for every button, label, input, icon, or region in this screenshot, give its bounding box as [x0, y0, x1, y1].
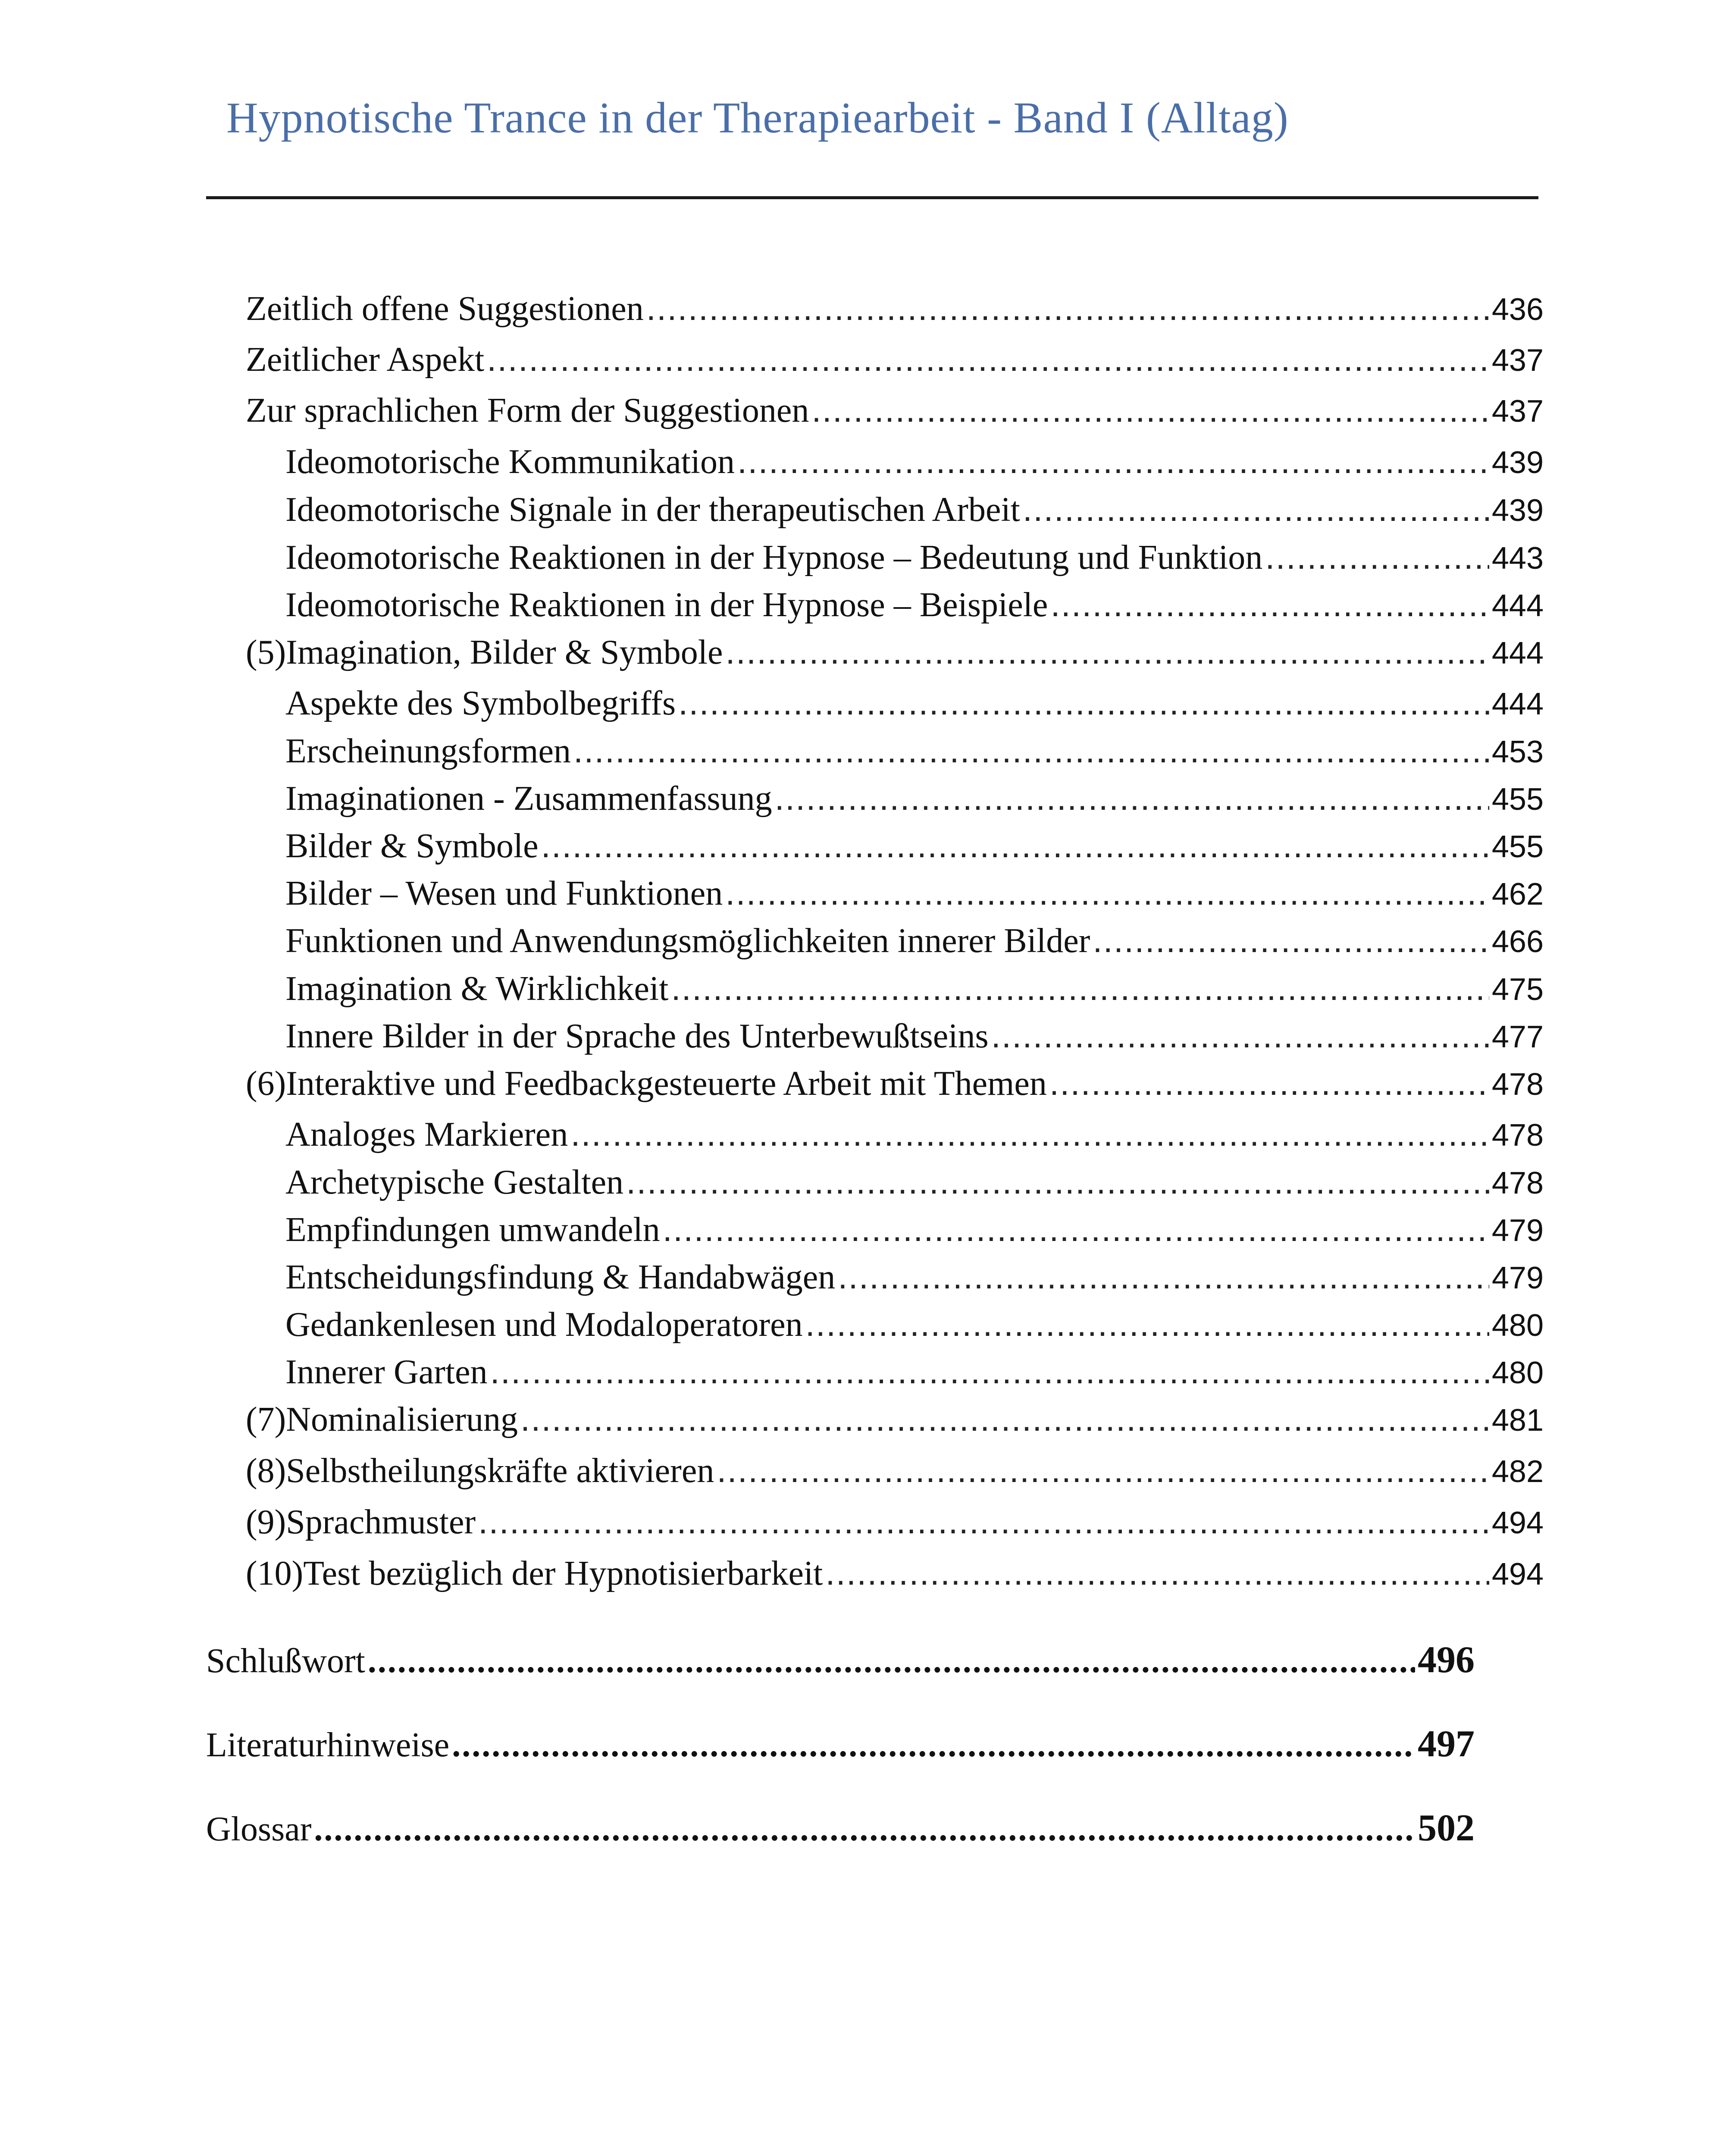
toc-entry-label: Aspekte des Symbolbegriffs — [285, 684, 676, 722]
dot-leader — [570, 1112, 1489, 1156]
dot-leader — [805, 1303, 1489, 1346]
toc-entry-page: 482 — [1491, 1454, 1544, 1489]
dot-leader — [717, 1449, 1489, 1492]
running-header-title: Hypnotische Trance in der Therapiearbeit - Band I (Alltag) — [226, 94, 1289, 142]
toc-chapter[interactable] — [206, 1805, 1475, 1852]
dot-leader — [314, 1805, 1415, 1853]
toc-entry-page: 478 — [1491, 1166, 1544, 1200]
toc-entry-page: 439 — [1491, 445, 1544, 480]
toc-entry-page: 437 — [1491, 343, 1544, 378]
toc-entry-page: 481 — [1491, 1403, 1544, 1438]
toc-entry-label: Archetypische Gestalten — [285, 1163, 624, 1201]
toc-entry[interactable] — [285, 824, 1544, 867]
dot-leader — [775, 777, 1489, 820]
dot-leader — [541, 824, 1489, 867]
toc-entry[interactable] — [285, 919, 1544, 962]
toc-entry-page: 478 — [1491, 1067, 1544, 1102]
dot-leader — [1023, 488, 1489, 531]
toc-entry-label: Ideomotorische Signale in der therapeutischen Arbeit — [285, 491, 1020, 529]
toc-entry-label: Analoges Markieren — [285, 1116, 568, 1153]
dot-leader — [811, 389, 1489, 432]
toc-entry-number: (9) — [246, 1503, 286, 1541]
toc-entry-label: Innere Bilder in der Sprache des Unterbewußtseins — [285, 1017, 989, 1055]
toc-entry-label: Zeitlicher Aspekt — [246, 341, 485, 379]
dot-leader — [725, 630, 1489, 674]
dot-leader — [1093, 919, 1489, 962]
dot-leader — [663, 1208, 1489, 1251]
toc-entry-label: Bilder – Wesen und Funktionen — [285, 874, 723, 912]
toc-entry-label: Zur sprachlichen Form der Suggestionen — [246, 392, 809, 429]
dot-leader — [671, 967, 1489, 1010]
dot-leader — [452, 1721, 1415, 1769]
toc-entry-page: 436 — [1491, 292, 1544, 327]
header-rule — [206, 196, 1538, 199]
toc-entry-label: Gedankenlesen und Modaloperatoren — [285, 1306, 803, 1344]
dot-leader — [825, 1551, 1489, 1595]
toc-entry-label: Test bezüglich der Hypnotisierbarkeit — [303, 1554, 823, 1592]
toc-entry-page: 443 — [1491, 541, 1544, 576]
toc-entry[interactable] — [285, 1303, 1544, 1346]
toc-entry-page: 455 — [1491, 782, 1544, 817]
toc-entry[interactable] — [246, 1551, 1544, 1595]
dot-leader — [490, 1350, 1489, 1393]
toc-entry-number: (5) — [246, 633, 286, 671]
toc-entry-page: 462 — [1491, 877, 1544, 912]
toc-chapter-page: 496 — [1418, 1639, 1475, 1681]
toc-entry[interactable] — [285, 777, 1544, 820]
toc-chapter[interactable] — [206, 1636, 1475, 1684]
dot-leader — [1049, 1062, 1489, 1105]
toc-entry-page: 494 — [1491, 1506, 1544, 1540]
toc-entry-label: Selbstheilungskräfte aktivieren — [286, 1452, 714, 1490]
toc-entry-label: Nominalisierung — [286, 1401, 518, 1438]
toc-entry-number: (10) — [246, 1554, 304, 1592]
toc-entry[interactable] — [246, 1398, 1544, 1441]
toc-entry[interactable] — [285, 1208, 1544, 1251]
dot-leader — [487, 338, 1489, 381]
toc-entry-label: Empfindungen umwandeln — [285, 1211, 660, 1249]
toc-entry[interactable] — [285, 1014, 1544, 1057]
toc-entry[interactable] — [246, 1500, 1544, 1543]
dot-leader — [478, 1500, 1489, 1543]
toc-entry[interactable] — [285, 1255, 1544, 1298]
toc-entry[interactable] — [285, 1350, 1544, 1393]
toc-chapter[interactable] — [206, 1720, 1475, 1768]
toc-entry-number: (8) — [246, 1452, 286, 1490]
toc-chapter-label: Glossar — [206, 1810, 312, 1848]
toc-entry-page: 439 — [1491, 493, 1544, 528]
dot-leader — [1050, 583, 1489, 626]
toc-entry-page: 475 — [1491, 972, 1544, 1007]
dot-leader — [368, 1637, 1415, 1685]
toc-entry-page: 477 — [1491, 1020, 1544, 1054]
toc-entry-page: 455 — [1491, 830, 1544, 864]
dot-leader — [725, 871, 1489, 915]
toc-entry-label: Imagination, Bilder & Symbole — [286, 633, 723, 671]
toc-entry-label: Imaginationen - Zusammenfassung — [285, 780, 772, 818]
toc-entry-label: Ideomotorische Reaktionen in der Hypnose – Beispiele — [285, 586, 1048, 624]
toc-entry-label: Innerer Garten — [285, 1353, 488, 1391]
toc-chapter-page: 497 — [1418, 1723, 1475, 1765]
toc-entry-page: 479 — [1491, 1261, 1544, 1295]
dot-leader — [838, 1255, 1489, 1298]
toc-entry-label: Ideomotorische Reaktionen in der Hypnose – Bedeutung und Funktion — [285, 539, 1263, 577]
toc-entry[interactable] — [246, 630, 1544, 674]
dot-leader — [991, 1014, 1489, 1057]
toc-entry-number: (6) — [246, 1065, 286, 1103]
toc-entry[interactable] — [285, 681, 1544, 724]
toc-entry[interactable] — [246, 287, 1544, 330]
toc-chapter-label: Literaturhinweise — [206, 1726, 450, 1764]
toc-entry-page: 466 — [1491, 924, 1544, 959]
toc-entry[interactable] — [246, 338, 1544, 381]
toc-entry-number: (7) — [246, 1401, 286, 1438]
toc-entry-label: Bilder & Symbole — [285, 827, 539, 865]
toc-entry-page: 478 — [1491, 1118, 1544, 1153]
dot-leader — [520, 1398, 1489, 1441]
toc-entry-page: 453 — [1491, 735, 1544, 769]
toc-entry[interactable] — [285, 536, 1544, 579]
toc-entry-page: 444 — [1491, 589, 1544, 623]
toc-entry-label: Ideomotorische Kommunikation — [285, 443, 735, 481]
toc-entry-page: 444 — [1491, 636, 1544, 671]
toc-entry-label: Sprachmuster — [286, 1503, 476, 1541]
dot-leader — [737, 440, 1489, 483]
toc-entry-label: Zeitlich offene Suggestionen — [246, 290, 644, 328]
toc-chapter-page: 502 — [1418, 1807, 1475, 1849]
toc-entry-label: Imagination & Wirklichkeit — [285, 970, 669, 1008]
toc-entry[interactable] — [285, 440, 1544, 483]
toc-entry[interactable] — [285, 871, 1544, 915]
toc-entry[interactable] — [285, 488, 1544, 531]
toc-entry-label: Entscheidungsfindung & Handabwägen — [285, 1258, 836, 1296]
dot-leader — [678, 681, 1489, 724]
toc-entry-page: 479 — [1491, 1213, 1544, 1248]
toc-chapter-label: Schlußwort — [206, 1642, 365, 1680]
toc-entry-page: 494 — [1491, 1557, 1544, 1592]
toc-entry-page: 444 — [1491, 687, 1544, 721]
toc-entry-label: Erscheinungsformen — [285, 732, 571, 770]
toc-entry[interactable] — [285, 583, 1544, 626]
toc-entry[interactable] — [285, 729, 1544, 772]
toc-entry[interactable] — [246, 1449, 1544, 1492]
toc-entry[interactable] — [285, 1160, 1544, 1203]
dot-leader — [573, 729, 1489, 772]
dot-leader — [646, 287, 1489, 330]
toc-entry-page: 480 — [1491, 1356, 1544, 1390]
toc-entry[interactable] — [246, 1062, 1544, 1105]
toc-entry-page: 480 — [1491, 1308, 1544, 1343]
toc-entry-page: 437 — [1491, 394, 1544, 429]
toc-entry[interactable] — [246, 389, 1544, 432]
toc-entry[interactable] — [285, 1112, 1544, 1156]
dot-leader — [626, 1160, 1489, 1203]
toc-entry[interactable] — [285, 967, 1544, 1010]
toc-entry-label: Interaktive und Feedbackgesteuerte Arbeit mit Themen — [286, 1065, 1047, 1103]
dot-leader — [1265, 536, 1489, 579]
toc-entry-label: Funktionen und Anwendungsmöglichkeiten innerer Bilder — [285, 922, 1090, 960]
